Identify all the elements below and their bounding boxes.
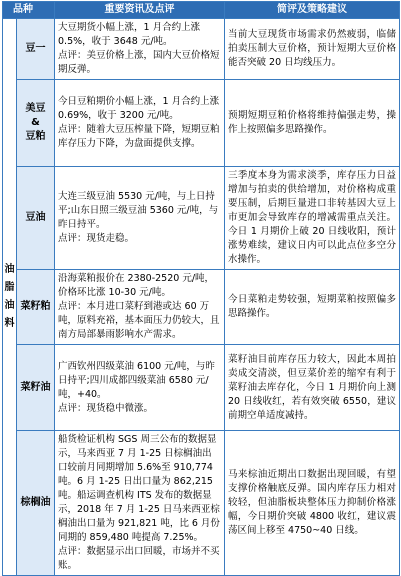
advice-text: 三季度本身为需求淡季，库存压力日益增加与拍卖的供给增加，对价格构成重要压制，后期巨量进口非转基因大豆上市更加会导致库存的增减需重点关注。今日 1 月期价上破 20 日线收阳，预计涨势难续，建议日内可以此点位多空分水操作。 (228, 170, 396, 265)
advice-cell (225, 431, 400, 576)
category-char: 油 (4, 300, 15, 311)
variety-name: & (31, 117, 40, 128)
variety-cell (17, 80, 55, 167)
news-text: 今日豆粕期价小幅上涨，1 月合约上涨 0.69%，收于 3200 元/吨。 (58, 96, 220, 121)
advice-cell (225, 19, 400, 80)
advice-text: 当前大豆现货市场需求仍然疲弱，临储拍卖压制大豆价格，预计短期大豆价格能否突破 20 日均线压力。 (228, 29, 396, 68)
advice-text: 预期短期豆粕价格将维持偏强走势，操作上按照偏多思路操作。 (228, 110, 396, 135)
header-variety: 品种 (3, 2, 55, 19)
category-cell (3, 19, 17, 576)
variety-cell (17, 431, 55, 576)
news-comment: 点评：现货稳中微涨。 (58, 402, 154, 414)
variety-name: 豆油 (25, 212, 46, 223)
advice-text: 今日菜粕走势较强，短期菜粕按照偏多思路操作。 (228, 294, 396, 319)
advice-cell (225, 80, 400, 167)
variety-name: 棕榈油 (20, 497, 51, 508)
news-comment: 点评：数据显示出口回暖，市场并不买账。 (58, 546, 220, 571)
news-comment: 点评：美豆价格上涨，国内大豆价格短期反弹。 (58, 50, 220, 75)
news-text: 船货检证机构 SGS 周三公布的数据显示，马来西亚 7 月 1-25 日棕榈油出口较前月同期增加 5.6%至 910,774 吨。6 月 1-25 日出口量为 862,215 吨。船运调查机构 ITS 发布的数据显示，2018 年 7 月 1-25 日马来西亚棕榈油出口量为 921,821 吨，比 6 月份同期的 859,480 吨提高 7.25%。 (58, 434, 220, 543)
news-text: 大连三级豆油 5530 元/吨，与上日持平;山东日照三级豆油 5360 元/吨，与昨日持平。 (58, 191, 219, 230)
news-cell (55, 167, 225, 270)
header-advice: 简评及策略建议 (225, 2, 400, 19)
advice-cell (225, 345, 400, 431)
news-cell (55, 80, 225, 167)
news-text: 大豆期货小幅上涨，1 月合约上涨 0.5%，收于 3648 元/吨。 (58, 22, 201, 47)
table-row (3, 19, 400, 80)
variety-cell (17, 19, 55, 80)
table-row (3, 345, 400, 431)
news-cell (55, 345, 225, 431)
category-char: 脂 (4, 282, 15, 293)
header-news: 重要资讯及点评 (55, 2, 225, 19)
table-row (3, 270, 400, 345)
variety-name: 菜籽油 (20, 381, 51, 393)
variety-cell (17, 167, 55, 270)
variety-name: 美豆 (25, 103, 46, 114)
category-char: 料 (4, 318, 15, 329)
table-row (3, 80, 400, 167)
variety-cell (17, 345, 55, 431)
news-cell (55, 19, 225, 80)
commodity-report-table (2, 1, 400, 576)
variety-name: 豆粕 (25, 131, 46, 142)
advice-cell (225, 270, 400, 345)
variety-name: 菜籽粕 (20, 301, 51, 312)
advice-text: 菜籽油目前库存压力较大，因此本周拍卖成交清淡，但豆菜价差的缩窄有利于菜籽油去库存化，今日 1 月期价向上测 20 日线收红，若有效突破 6550，建议前期空单适度减持。 (228, 353, 396, 421)
variety-cell (17, 270, 55, 345)
advice-cell (225, 167, 400, 270)
table-row (3, 167, 400, 270)
news-comment: 点评：现货走稳。 (58, 233, 135, 244)
table-row (3, 431, 400, 576)
news-comment: 点评：随着大豆压榨量下降，短期豆粕库存压力下降，为盘面提供支撑。 (58, 124, 220, 149)
news-text: 广西钦州四级菜油 6100 元/吨，与昨日持平;四川成都四级菜油 6580 元/吨，+40。 (58, 360, 215, 400)
news-comment: 点评：本月进口菜籽到港或达 60 万吨，原料充裕，基本面压力仍较大，且南方局部暴雨影响水产需求。 (58, 301, 220, 340)
news-text: 沿海菜粕报价在 2380-2520 元/吨，价格环比涨 10-30 元/吨。 (58, 273, 215, 298)
variety-name: 豆一 (25, 43, 46, 54)
category-char: 油 (4, 264, 15, 275)
header-row (3, 2, 400, 19)
advice-text: 马来棕油近期出口数据出现回暖，有望支撑价格触底反弹。国内库存压力相对较轻，但油脂板块整体压力抑制价格涨幅，今日期价突破 4800 收红，建议震荡区间上移至 4750~40 日线。 (228, 469, 396, 536)
news-cell (55, 431, 225, 576)
news-cell (55, 270, 225, 345)
